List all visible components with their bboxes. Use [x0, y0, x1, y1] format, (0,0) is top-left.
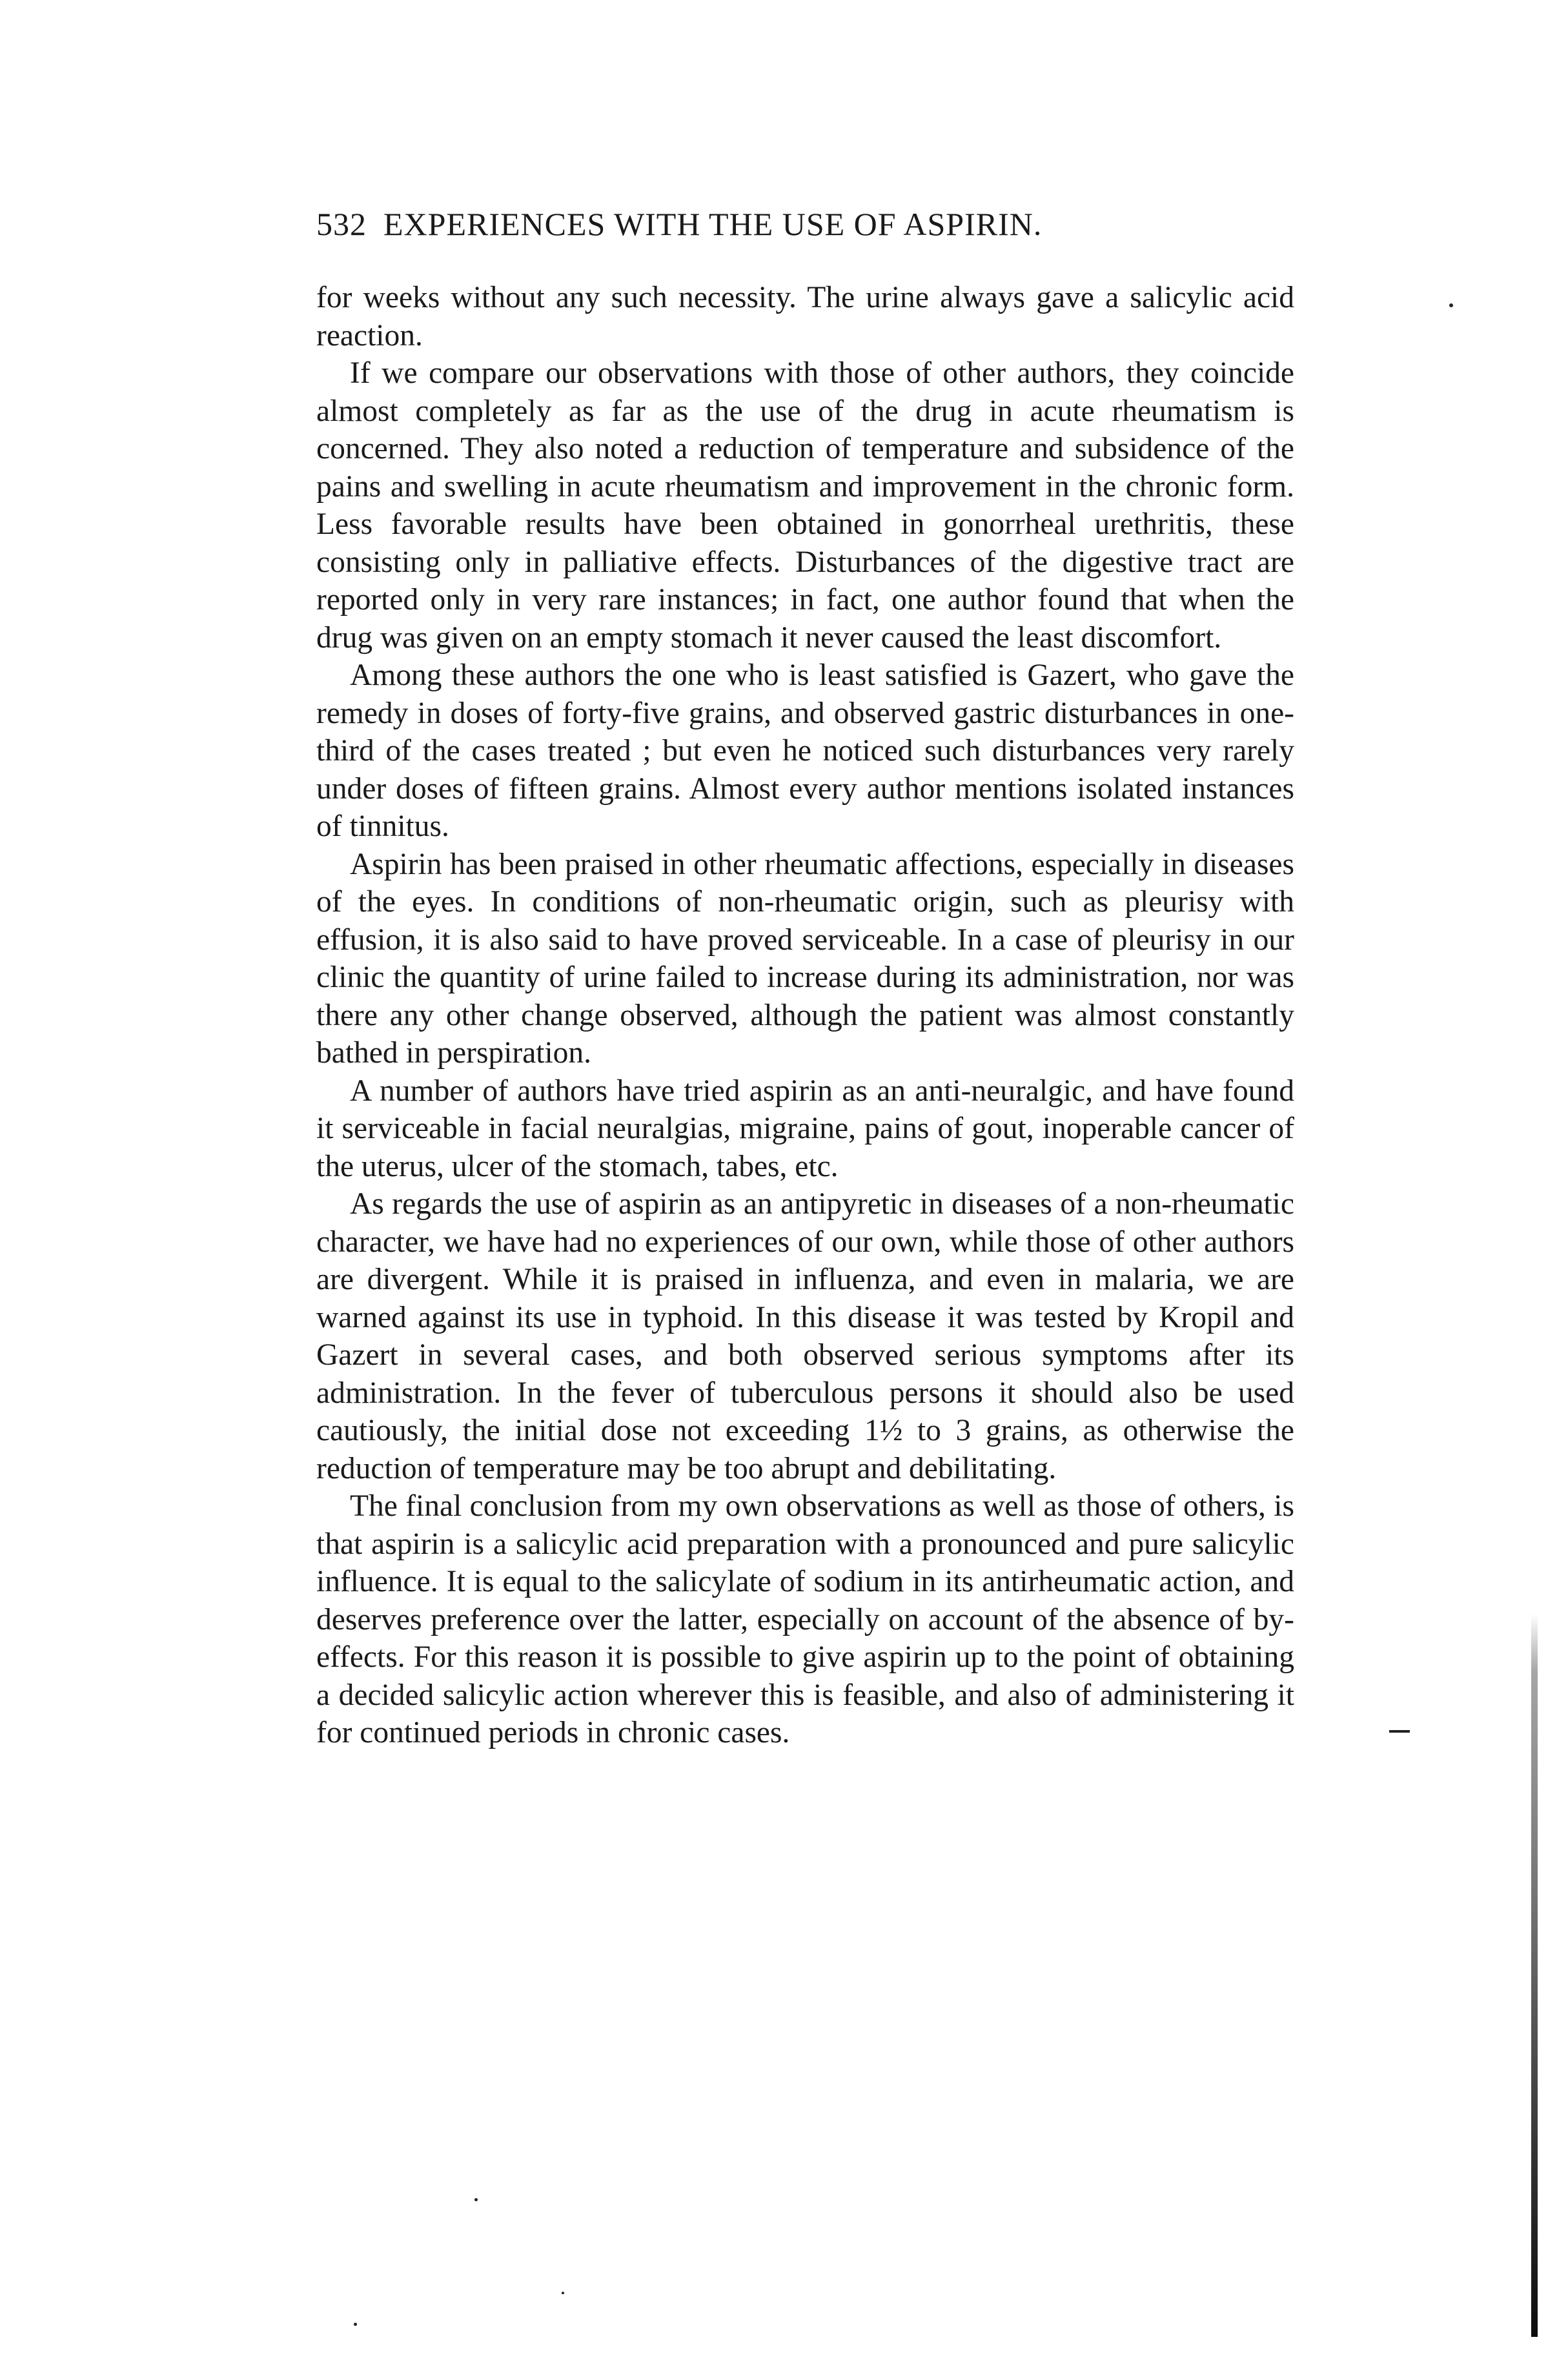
scan-dot: [562, 2292, 564, 2294]
scan-dot: [1449, 303, 1453, 307]
body-text: [316, 279, 1294, 1752]
paragraph-other-affections: Aspirin has been praised in other rheumatic affections, especially in diseases of the eyes. In conditions of non-rheumatic origin, such as pleurisy with effusion, it is also said to have proved serviceable. In a case of pleurisy in our clinic the quantity of urine failed to increase during its administration, nor was there any other change observed, although the patient was almost constantly bathed in perspiration.: [316, 847, 1294, 1070]
page-edge-shadow: [1531, 1614, 1538, 2337]
paragraph-gazert: Among these authors the one who is least satisfied is Gazert, who gave the remedy in doses of forty-five grains, and observed gastric disturbances in one-third of the cases treated ; but even he noticed such disturbances very rarely under doses of fifteen grains. Almost every author mentions isolated instances of tinnitus.: [316, 658, 1294, 843]
scan-dot: [354, 2323, 357, 2326]
paragraph-continuation: for weeks without any such necessity. The urine always gave a salicylic acid reaction.: [316, 281, 1294, 352]
scan-dot: [474, 2198, 478, 2201]
paragraph-antipyretic: As regards the use of aspirin as an antipyretic in diseases of a non-rheumatic character, we have had no experiences of our own, while those of other authors are divergent. While it is praised in influenza, and even in malaria, we are warned against its use in typhoid. In this disease it was tested by Kropil and Gazert in several cases, and both observed serious symptoms after its administration. In the fever of tuberculous persons it should also be used cautiously, the initial dose not exceeding 1½ to 3 grains, as otherwise the reduction of temperature may be too abrupt and debilitating.: [316, 1187, 1294, 1485]
scan-dash: [1389, 1730, 1410, 1733]
running-title: EXPERIENCES WITH THE USE OF ASPIRIN.: [383, 206, 1043, 242]
paragraph-conclusion: The final conclusion from my own observations as well as those of others, is that aspirin is a salicylic acid preparation with a pronounced and pure salicylic influence. It is equal to the salicylate of sodium in its antirheumatic action, and deserves preference over the latter, especially on account of the absence of by-effects. For this reason it is possible to give aspirin up to the point of obtaining a decided salicylic action wherever this is feasible, and also of administering it for continued periods in chronic cases.: [316, 1489, 1294, 1749]
paragraph-anti-neuralgic: A number of authors have tried aspirin as an anti-neuralgic, and have found it serviceable in facial neuralgias, migraine, pains of gout, inoperable cancer of the uterus, ulcer of the stomach, tabes, etc.: [316, 1074, 1294, 1183]
page-number: 532: [316, 206, 367, 242]
paragraph-comparison: If we compare our observations with those of other authors, they coincide almost completely as far as the use of the drug in acute rheumatism is concerned. They also noted a reduction of temperature and subsidence of the pains and swelling in acute rheumatism and improvement in the chronic form. Less favorable results have been obtained in gonorrheal urethritis, these consisting only in palliative effects. Disturbances of the digestive tract are reported only in very rare instances; in fact, one author found that when the drug was given on an empty stomach it never caused the least discomfort.: [316, 356, 1294, 655]
running-head: [316, 205, 1298, 243]
